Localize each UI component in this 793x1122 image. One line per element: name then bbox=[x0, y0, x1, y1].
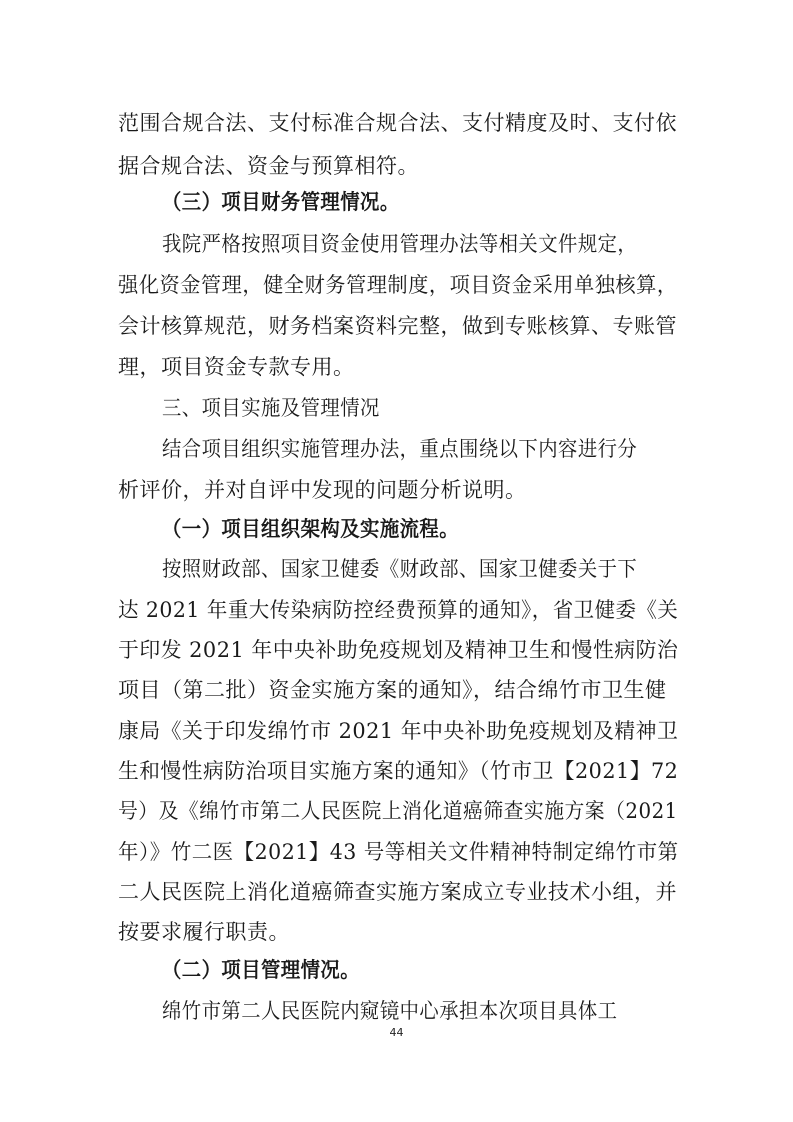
body-text-line: 据合规合法、资金与预算相符。 bbox=[118, 154, 419, 178]
chapter-heading: 三、项目实施及管理情况 bbox=[162, 396, 380, 420]
body-text-line: 范围合规合法、支付标准合规合法、支付精度及时、支付依 bbox=[118, 111, 677, 135]
section-heading: （三）项目财务管理情况。 bbox=[162, 189, 400, 214]
section-heading: （二）项目管理情况。 bbox=[162, 957, 361, 982]
body-text-line: 项目（第二批）资金实施方案的通知》，结合绵竹市卫生健 bbox=[118, 678, 667, 702]
body-text-line: 年）》竹二医【2021】43 号等相关文件精神特制定绵竹市第 bbox=[118, 840, 679, 864]
body-text-line: 强化资金管理，健全财务管理制度，项目资金采用单独核算， bbox=[118, 273, 678, 297]
body-text-line: 结合项目组织实施管理办法，重点围绕以下内容进行分 bbox=[162, 437, 638, 461]
body-text-line: 按要求履行职责。 bbox=[118, 920, 290, 944]
body-text-line: 二人民医院上消化道癌筛查实施方案成立专业技术小组，并 bbox=[118, 880, 677, 904]
body-text-line: 按照财政部、国家卫健委《财政部、国家卫健委关于下 bbox=[162, 557, 638, 581]
body-text-line: 号）及《绵竹市第二人民医院上消化道癌筛查实施方案（2021 bbox=[118, 799, 678, 823]
body-text-line: 于印发 2021 年中央补助免疫规划及精神卫生和慢性病防治 bbox=[118, 638, 679, 662]
body-text-line: 达 2021 年重大传染病防控经费预算的通知》，省卫健委《关 bbox=[118, 598, 679, 622]
body-text-line: 会计核算规范，财务档案资料完整，做到专账核算、专账管 bbox=[118, 314, 677, 338]
body-text-line: 康局《关于印发绵竹市 2021 年中央补助免疫规划及精神卫 bbox=[118, 719, 679, 743]
body-text-line: 绵竹市第二人民医院内窥镜中心承担本次项目具体工 bbox=[162, 999, 618, 1023]
body-text-line: 析评价，并对自评中发现的问题分析说明。 bbox=[118, 478, 527, 502]
body-text-line: 理，项目资金专款专用。 bbox=[118, 355, 355, 379]
page-number: 44 bbox=[389, 1026, 404, 1039]
body-text-line: 生和慢性病防治项目实施方案的通知》（竹市卫【2021】72 bbox=[118, 759, 679, 783]
section-heading: （一）项目组织架构及实施流程。 bbox=[162, 516, 460, 541]
body-text-line: 我院严格按照项目资金使用管理办法等相关文件规定， bbox=[162, 232, 638, 256]
